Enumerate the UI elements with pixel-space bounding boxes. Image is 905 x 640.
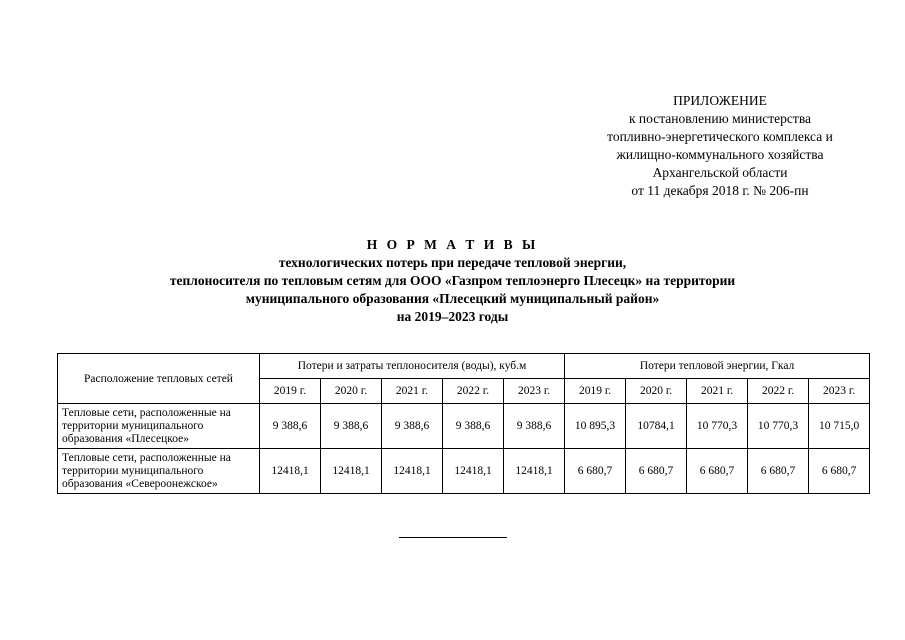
year-header: 2022 г. xyxy=(443,379,504,404)
table-cell: 9 388,6 xyxy=(382,404,443,449)
year-header: 2023 г. xyxy=(504,379,565,404)
year-header: 2021 г. xyxy=(382,379,443,404)
title-line: технологических потерь при передаче тепловой энергии, xyxy=(278,255,627,270)
year-header: 2020 г. xyxy=(626,379,687,404)
appendix-block xyxy=(570,92,870,200)
year-header: 2022 г. xyxy=(748,379,809,404)
title-line: на 2019–2023 годы xyxy=(396,309,509,324)
table-cell: 12418,1 xyxy=(382,449,443,494)
appendix-line: жилищно-коммунального хозяйства xyxy=(616,147,824,162)
title-line: теплоносителя по тепловым сетям для ООО «Газпром теплоэнерго Плесецк» на территории xyxy=(169,273,736,288)
year-header: 2021 г. xyxy=(687,379,748,404)
table-cell: 6 680,7 xyxy=(626,449,687,494)
table-cell: 9 388,6 xyxy=(504,404,565,449)
coolant-losses-header: Потери и затраты теплоносителя (воды), куб.м xyxy=(260,354,565,379)
year-header: 2023 г. xyxy=(809,379,870,404)
appendix-line: топливно-энергетического комплекса и xyxy=(607,129,833,144)
table-cell: 12418,1 xyxy=(504,449,565,494)
table-cell: 10 770,3 xyxy=(687,404,748,449)
table-cell: 9 388,6 xyxy=(321,404,382,449)
row-location: Тепловые сети, расположенные на территории муниципального образования «Плесецкое» xyxy=(58,404,260,449)
title-heading: Н О Р М А Т И В Ы xyxy=(366,237,539,252)
closing-rule xyxy=(399,537,507,538)
table-cell: 9 388,6 xyxy=(443,404,504,449)
year-header: 2019 г. xyxy=(565,379,626,404)
table-cell: 6 680,7 xyxy=(748,449,809,494)
table-cell: 10 715,0 xyxy=(809,404,870,449)
table-cell: 10 895,3 xyxy=(565,404,626,449)
heat-losses-header: Потери тепловой энергии, Гкал xyxy=(565,354,870,379)
table-row xyxy=(58,449,870,494)
table-cell: 12418,1 xyxy=(443,449,504,494)
table-cell: 9 388,6 xyxy=(260,404,321,449)
norms-table xyxy=(57,353,870,494)
table-cell: 6 680,7 xyxy=(809,449,870,494)
table-header-row xyxy=(58,354,870,379)
appendix-date: от 11 декабря 2018 г. № 206-пн xyxy=(631,183,809,198)
row-location: Тепловые сети, расположенные на территории муниципального образования «Североонежское» xyxy=(58,449,260,494)
appendix-line: к постановлению министерства xyxy=(628,111,812,126)
appendix-line: Архангельской области xyxy=(652,165,788,180)
table-cell: 10784,1 xyxy=(626,404,687,449)
table-row xyxy=(58,404,870,449)
year-header: 2019 г. xyxy=(260,379,321,404)
year-header: 2020 г. xyxy=(321,379,382,404)
table-cell: 12418,1 xyxy=(260,449,321,494)
title-line: муниципального образования «Плесецкий муниципальный район» xyxy=(245,291,660,306)
document-title xyxy=(80,236,825,326)
table-cell: 10 770,3 xyxy=(748,404,809,449)
table-cell: 6 680,7 xyxy=(565,449,626,494)
table-cell: 12418,1 xyxy=(321,449,382,494)
location-header: Расположение тепловых сетей xyxy=(58,354,260,404)
table-cell: 6 680,7 xyxy=(687,449,748,494)
appendix-label: ПРИЛОЖЕНИЕ xyxy=(673,93,767,108)
